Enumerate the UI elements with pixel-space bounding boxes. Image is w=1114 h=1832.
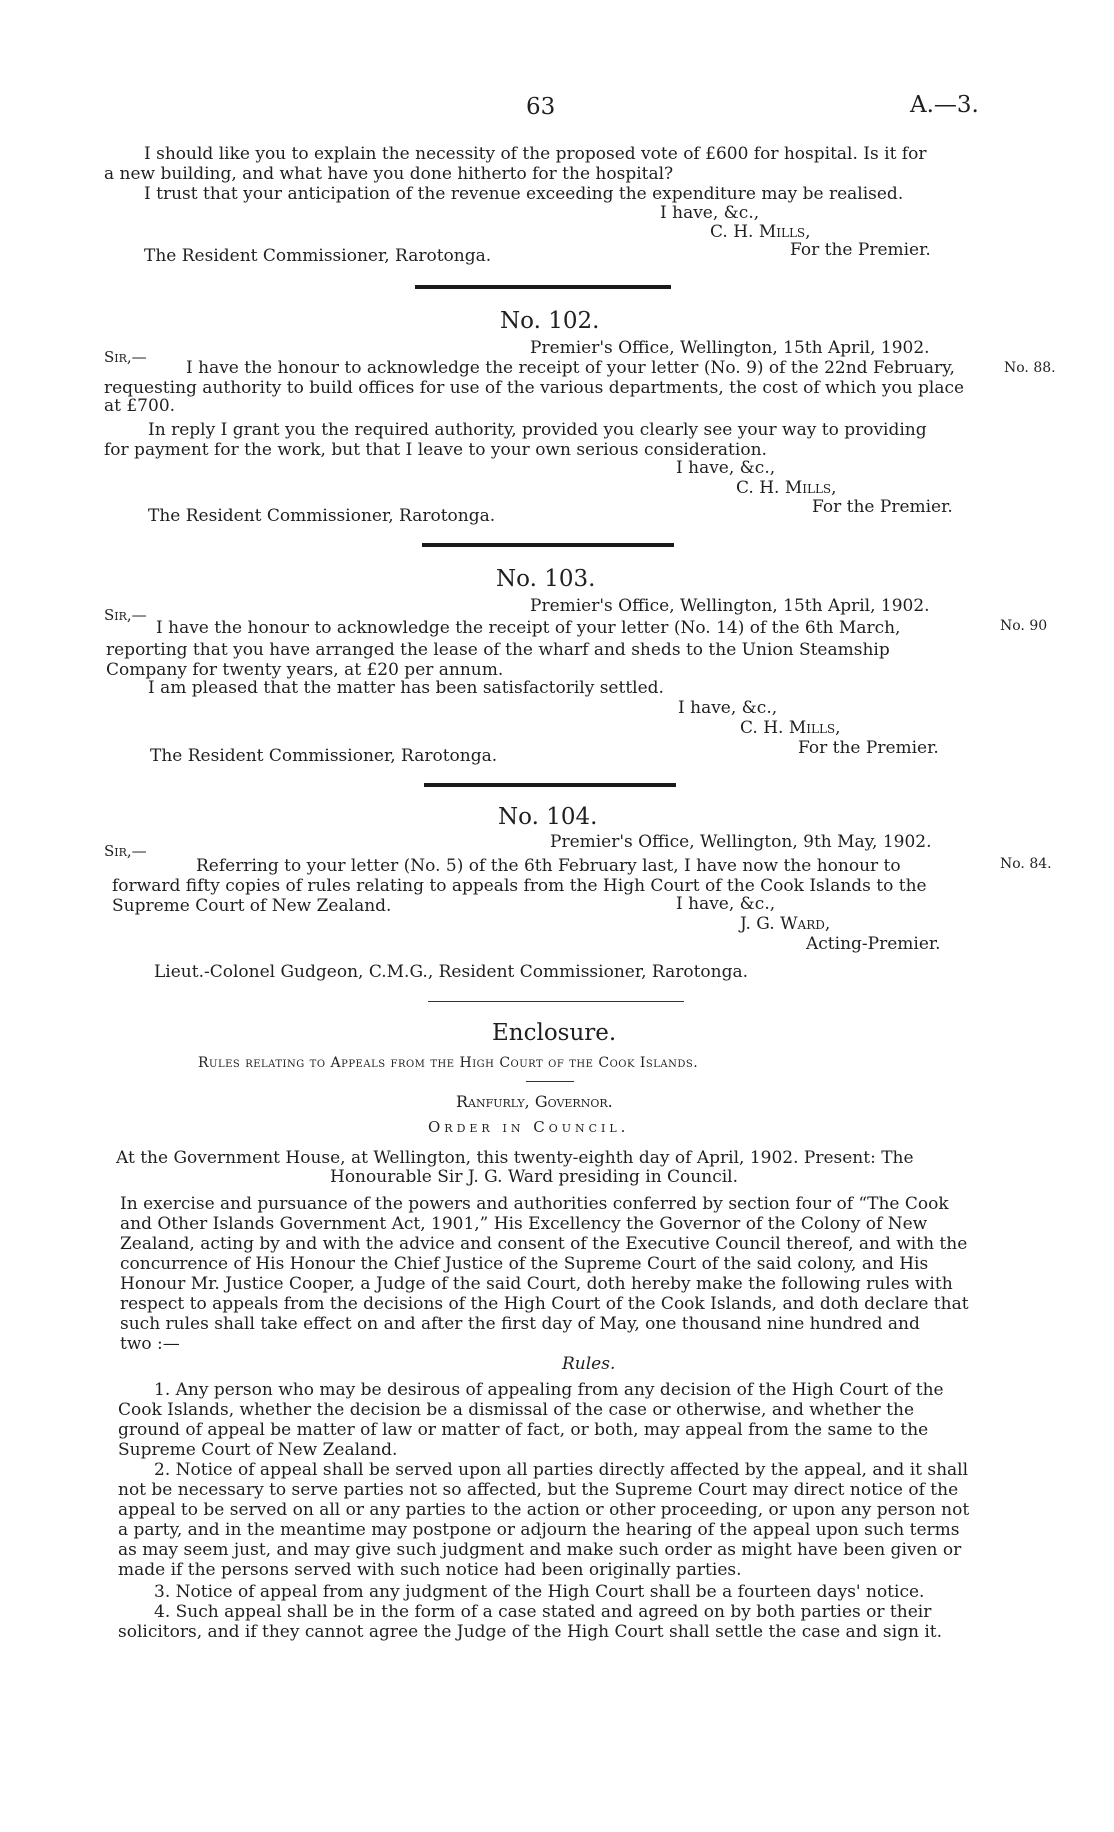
governor-line: Ranfurly, Governor. (456, 1092, 613, 1111)
section-divider (422, 543, 674, 547)
preamble-line: concurrence of His Honour the Chief Justice of the Supreme Court of the said colony, and His (120, 1254, 929, 1274)
body-line: for payment for the work, but that I leave to your own serious consideration. (104, 440, 767, 460)
rule-line: solicitors, and if they cannot agree the Judge of the High Court shall settle the case and sign it. (118, 1622, 942, 1642)
rule-line: appeal to be served on all or any parties to the action or other proceeding, or upon any person not (118, 1500, 970, 1520)
letter-number: No. 102. (500, 308, 600, 334)
closing: I have, &c., (676, 458, 776, 478)
place-date: Premier's Office, Wellington, 9th May, 1902. (550, 832, 932, 852)
preamble-line: two :— (120, 1334, 180, 1354)
body-line: requesting authority to build offices for use of the various departments, the cost of which you place (104, 378, 965, 398)
rule-line: as may seem just, and may give such judgment and make such order as might have been given or (118, 1540, 962, 1560)
preamble-line: Zealand, acting by and with the advice and consent of the Executive Council thereof, and with the (120, 1234, 968, 1254)
body-line: I am pleased that the matter has been satisfactorily settled. (148, 678, 664, 698)
body-line: I trust that your anticipation of the revenue exceeding the expenditure may be realised. (144, 184, 904, 204)
body-line: reporting that you have arranged the lease of the wharf and sheds to the Union Steamship (106, 640, 890, 660)
rule-line: a party, and in the meantime may postpone or adjourn the hearing of the appeal upon such terms (118, 1520, 960, 1540)
signer-title: For the Premier. (812, 497, 953, 517)
rule-line: Supreme Court of New Zealand. (118, 1440, 398, 1460)
present-line: Honourable Sir J. G. Ward presiding in Council. (330, 1167, 738, 1187)
preamble-line: and Other Islands Government Act, 1901,” His Excellency the Governor of the Colony of New (120, 1214, 928, 1234)
addressee: The Resident Commissioner, Rarotonga. (144, 246, 492, 266)
rule-line: made if the persons served with such notice had been originally parties. (118, 1560, 742, 1580)
signer: C. H. Mills, (710, 222, 811, 242)
preamble-line: In exercise and pursuance of the powers and authorities conferred by section four of “The Cook (120, 1194, 949, 1214)
body-line: a new building, and what have you done hitherto for the hospital? (104, 164, 674, 184)
margin-reference: No. 90 (1000, 618, 1048, 634)
body-line: I have the honour to acknowledge the receipt of your letter (No. 9) of the 22nd February, (186, 358, 955, 378)
signer-title: For the Premier. (790, 240, 931, 260)
section-divider (424, 783, 676, 787)
signer: C. H. Mills, (736, 478, 837, 498)
rule-line: not be necessary to serve parties not so affected, but the Supreme Court may direct notice of the (118, 1480, 959, 1500)
rule-line: 4. Such appeal shall be in the form of a case stated and agreed on by both parties or their (154, 1602, 932, 1622)
closing: I have, &c., (660, 203, 760, 223)
rule-line: ground of appeal be matter of law or matter of fact, or both, may appeal from the same to the (118, 1420, 929, 1440)
rule-line: Cook Islands, whether the decision be a dismissal of the case or otherwise, and whether the (118, 1400, 915, 1420)
page-number: 63 (526, 94, 556, 120)
addressee: The Resident Commissioner, Rarotonga. (148, 506, 496, 526)
short-divider (526, 1081, 574, 1082)
addressee: Lieut.-Colonel Gudgeon, C.M.G., Resident Commissioner, Rarotonga. (154, 962, 749, 982)
place-date: Premier's Office, Wellington, 15th April, 1902. (530, 596, 930, 616)
preamble-line: respect to appeals from the decisions of the High Court of the Cook Islands, and doth declare that (120, 1294, 969, 1314)
body-line: Company for twenty years, at £20 per annum. (106, 660, 504, 680)
signer-title: Acting-Premier. (806, 934, 941, 954)
body-line: Referring to your letter (No. 5) of the 6th February last, I have now the honour to (196, 856, 901, 876)
body-line: In reply I grant you the required authority, provided you clearly see your way to providing (148, 420, 927, 440)
section-divider (415, 285, 671, 289)
letter-number: No. 103. (496, 566, 596, 592)
enclosure-subheading: Rules relating to Appeals from the High Court of the Cook Islands. (198, 1055, 699, 1071)
margin-reference: No. 88. (1004, 360, 1056, 376)
signer: C. H. Mills, (740, 718, 841, 738)
body-line: forward fifty copies of rules relating to appeals from the High Court of the Cook Islands to the (112, 876, 927, 896)
body-line: I have the honour to acknowledge the receipt of your letter (No. 14) of the 6th March, (156, 618, 901, 638)
letter-number: No. 104. (498, 804, 598, 830)
body-line: Supreme Court of New Zealand. (112, 896, 392, 916)
document-reference: A.—3. (910, 92, 979, 118)
place-date: Premier's Office, Wellington, 15th April, 1902. (530, 338, 930, 358)
addressee: The Resident Commissioner, Rarotonga. (150, 746, 498, 766)
rule-line: 3. Notice of appeal from any judgment of the High Court shall be a fourteen days' notice. (154, 1582, 925, 1602)
rule-line: 2. Notice of appeal shall be served upon all parties directly affected by the appeal, and it shall (154, 1460, 969, 1480)
margin-reference: No. 84. (1000, 856, 1052, 872)
present-line: At the Government House, at Wellington, this twenty-eighth day of April, 1902. Present: The (116, 1148, 914, 1168)
closing: I have, &c., (676, 894, 776, 914)
rules-heading: Rules. (562, 1354, 616, 1374)
signer: J. G. Ward, (740, 914, 831, 934)
salutation: Sir,— (104, 842, 147, 860)
salutation: Sir,— (104, 348, 147, 366)
body-line: at £700. (104, 396, 176, 416)
order-in-council: Order in Council. (428, 1118, 630, 1136)
preamble-line: Honour Mr. Justice Cooper, a Judge of the said Court, doth hereby make the following rules with (120, 1274, 953, 1294)
body-line: I should like you to explain the necessity of the proposed vote of £600 for hospital. Is it for (144, 144, 927, 164)
closing: I have, &c., (678, 698, 778, 718)
preamble-line: such rules shall take effect on and after the first day of May, one thousand nine hundred and (120, 1314, 920, 1334)
enclosure-heading: Enclosure. (492, 1020, 617, 1046)
section-divider (428, 1001, 684, 1002)
rule-line: 1. Any person who may be desirous of appealing from any decision of the High Court of the (154, 1380, 944, 1400)
salutation: Sir,— (104, 606, 147, 624)
signer-title: For the Premier. (798, 738, 939, 758)
